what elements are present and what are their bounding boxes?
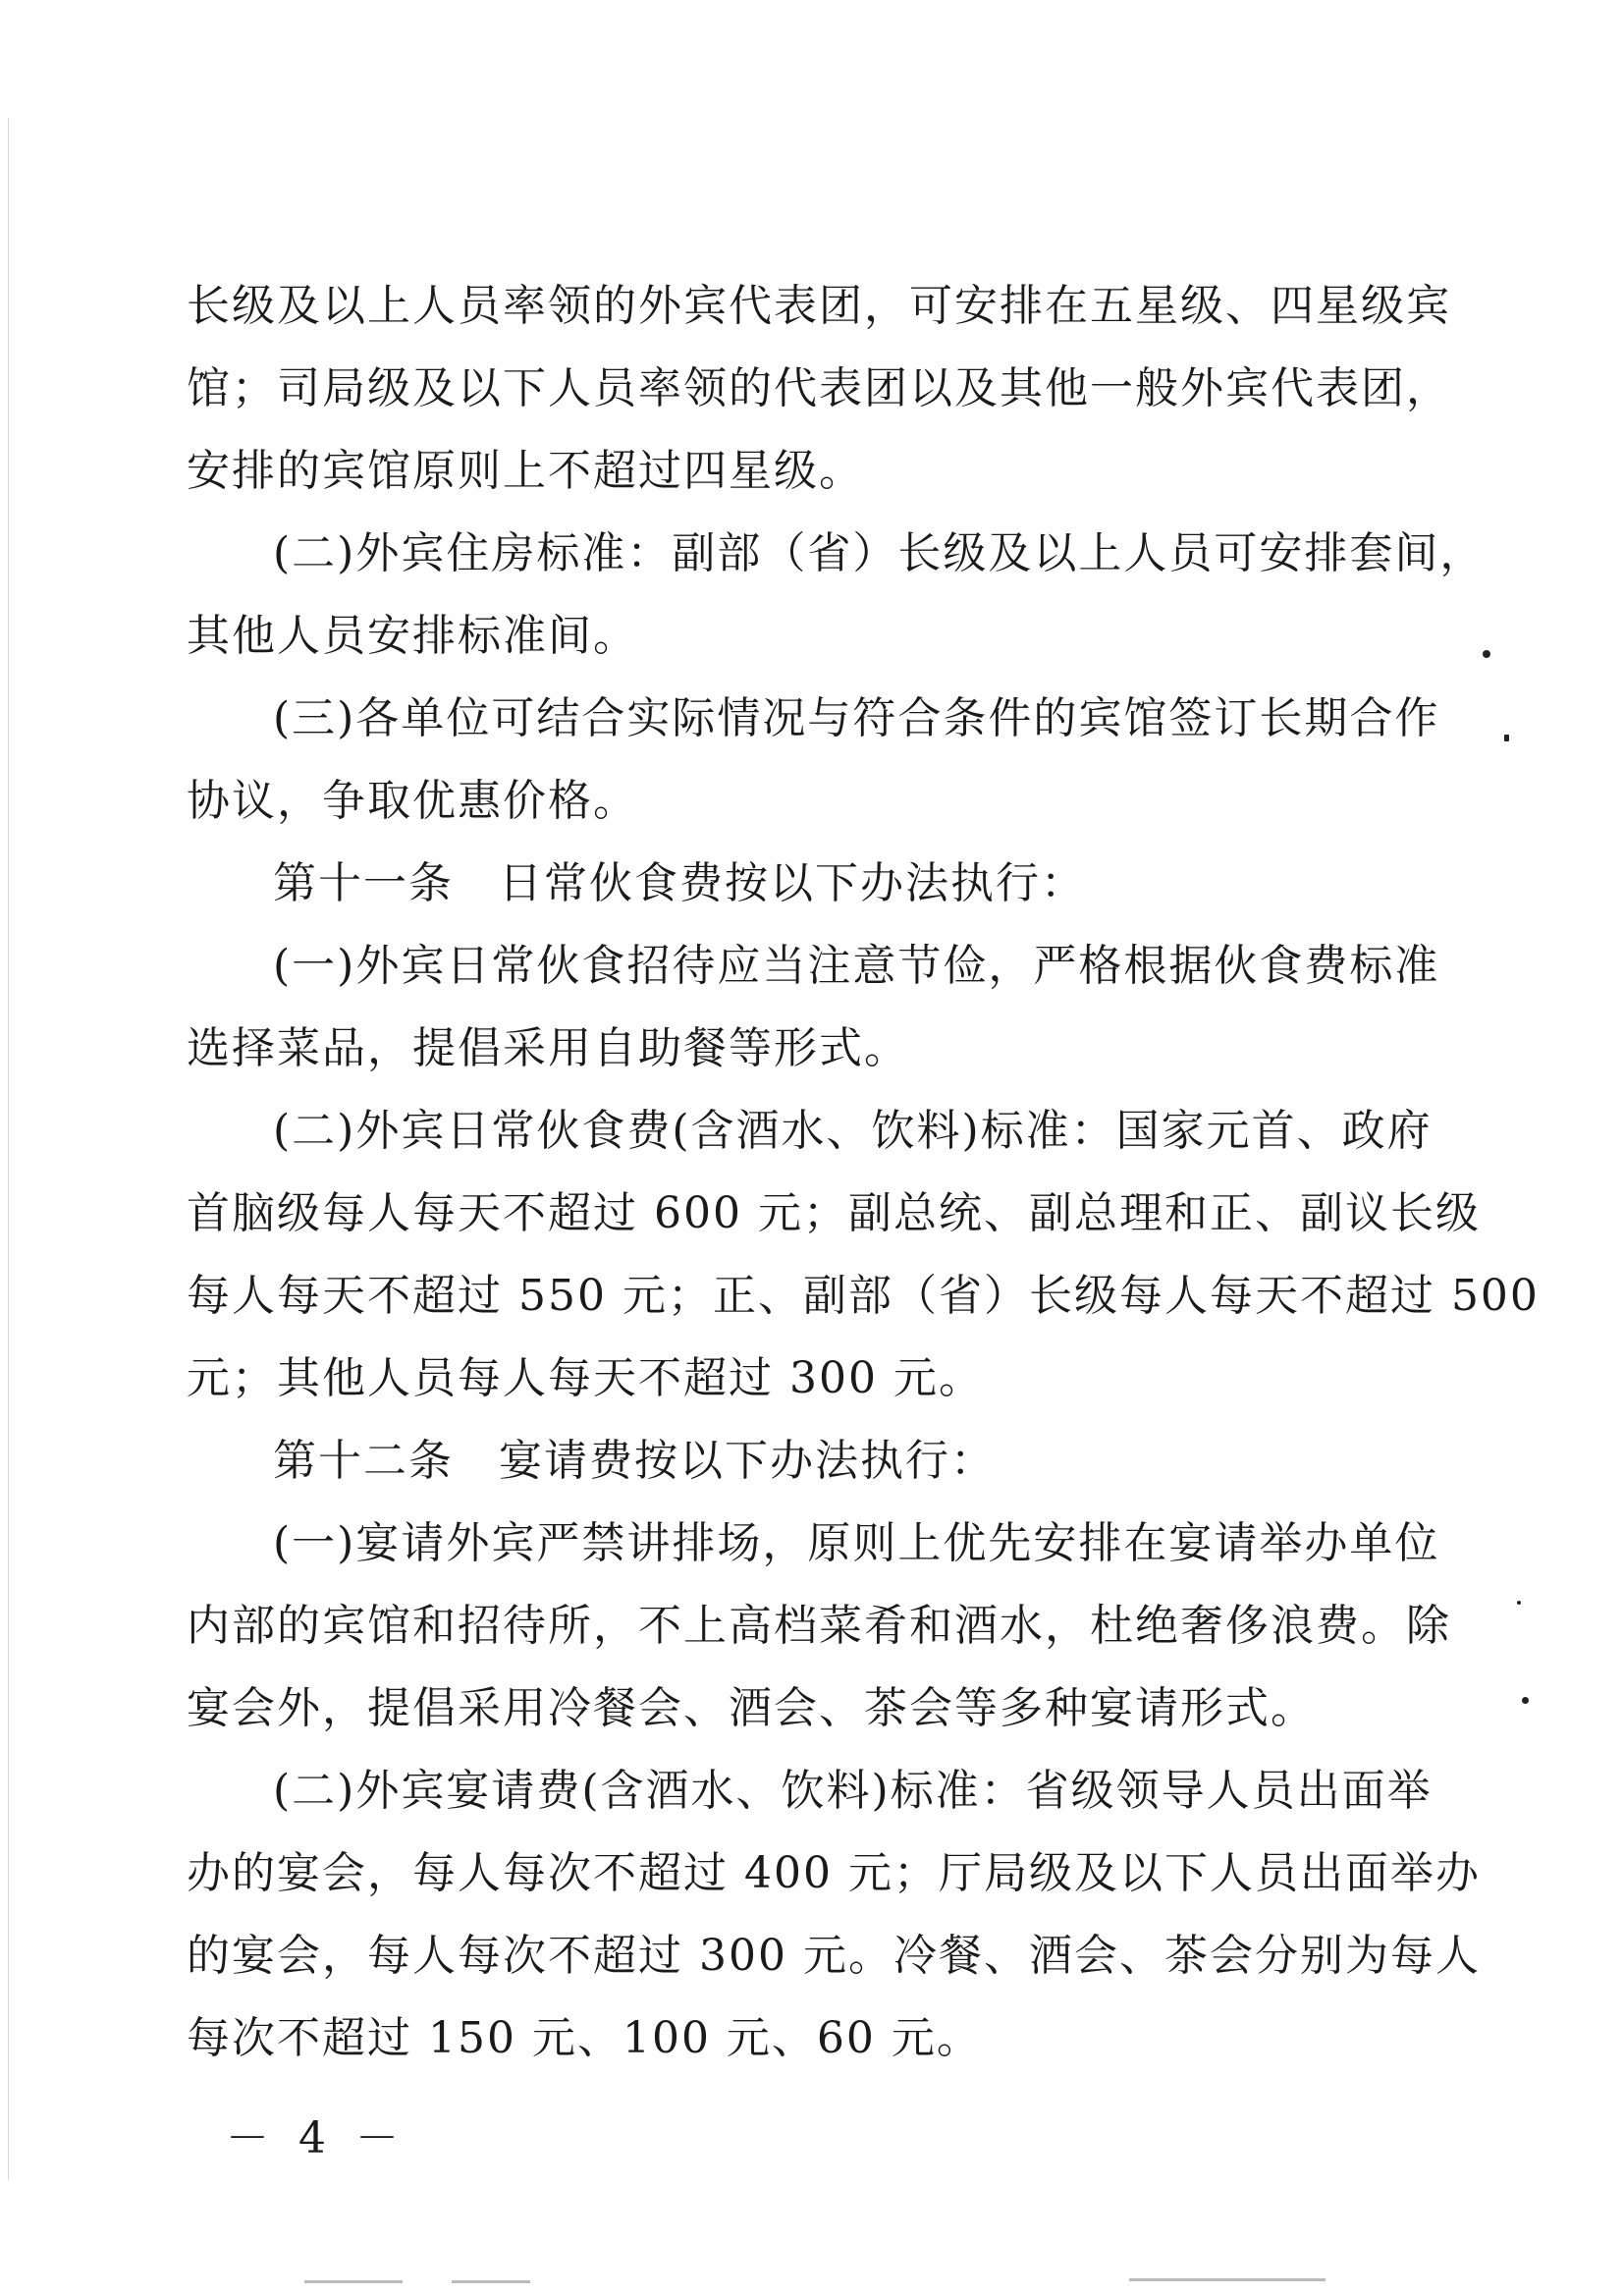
body-line-1: 长级及以上人员率领的外宾代表团，可安排在五星级、四星级宾 (187, 281, 1451, 331)
scan-speck (1483, 650, 1490, 658)
body-line-16: (一)宴请外宾严禁讲排场，原则上优先安排在宴请举办单位 (273, 1518, 1440, 1568)
body-line-11: (二)外宾日常伙食费(含酒水、饮料)标准：国家元首、政府 (273, 1106, 1433, 1156)
article-12-heading: 第十二条 宴请费按以下办法执行： (273, 1436, 996, 1486)
scan-speck (1522, 1697, 1529, 1704)
scan-smudge (304, 2280, 403, 2283)
body-line-19: (二)外宾宴请费(含酒水、饮料)标准：省级领导人员出面举 (273, 1766, 1433, 1816)
scan-smudge (452, 2280, 530, 2283)
body-line-22: 每次不超过 150 元、100 元、60 元。 (187, 2013, 982, 2063)
scan-speck (1517, 1601, 1521, 1605)
article-11-heading: 第十一条 日常伙食费按以下办法执行： (273, 858, 1086, 908)
page-number: － 4 － (226, 2113, 406, 2163)
body-line-10: 选择菜品，提倡采用自助餐等形式。 (187, 1023, 909, 1073)
body-line-4: (二)外宾住房标准：副部（省）长级及以上人员可安排套间， (273, 528, 1486, 578)
scan-smudge (1129, 2278, 1325, 2281)
scan-speck (1504, 735, 1509, 741)
body-line-3: 安排的宾馆原则上不超过四星级。 (187, 446, 864, 496)
body-line-21: 的宴会，每人每次不超过 300 元。冷餐、酒会、茶会分别为每人 (187, 1931, 1481, 1981)
scan-edge-line (8, 118, 9, 2180)
body-line-17: 内部的宾馆和招待所，不上高档菜肴和酒水，杜绝奢侈浪费。除 (187, 1601, 1451, 1651)
body-line-13: 每人每天不超过 550 元；正、副部（省）长级每人每天不超过 500 (187, 1271, 1540, 1321)
body-line-7: 协议，争取优惠价格。 (187, 776, 638, 826)
body-line-18: 宴会外，提倡采用冷餐会、酒会、茶会等多种宴请形式。 (187, 1683, 1316, 1733)
body-line-5: 其他人员安排标准间。 (187, 611, 638, 661)
body-line-6: (三)各单位可结合实际情况与符合条件的宾馆签订长期合作 (273, 693, 1440, 743)
body-line-12: 首脑级每人每天不超过 600 元；副总统、副总理和正、副议长级 (187, 1188, 1481, 1238)
body-line-2: 馆；司局级及以下人员率领的代表团以及其他一般外宾代表团， (187, 363, 1451, 413)
body-line-20: 办的宴会，每人每次不超过 400 元；厅局级及以下人员出面举办 (187, 1848, 1481, 1898)
body-line-14: 元；其他人员每人每天不超过 300 元。 (187, 1353, 984, 1403)
body-line-9: (一)外宾日常伙食招待应当注意节俭，严格根据伙食费标准 (273, 941, 1440, 991)
